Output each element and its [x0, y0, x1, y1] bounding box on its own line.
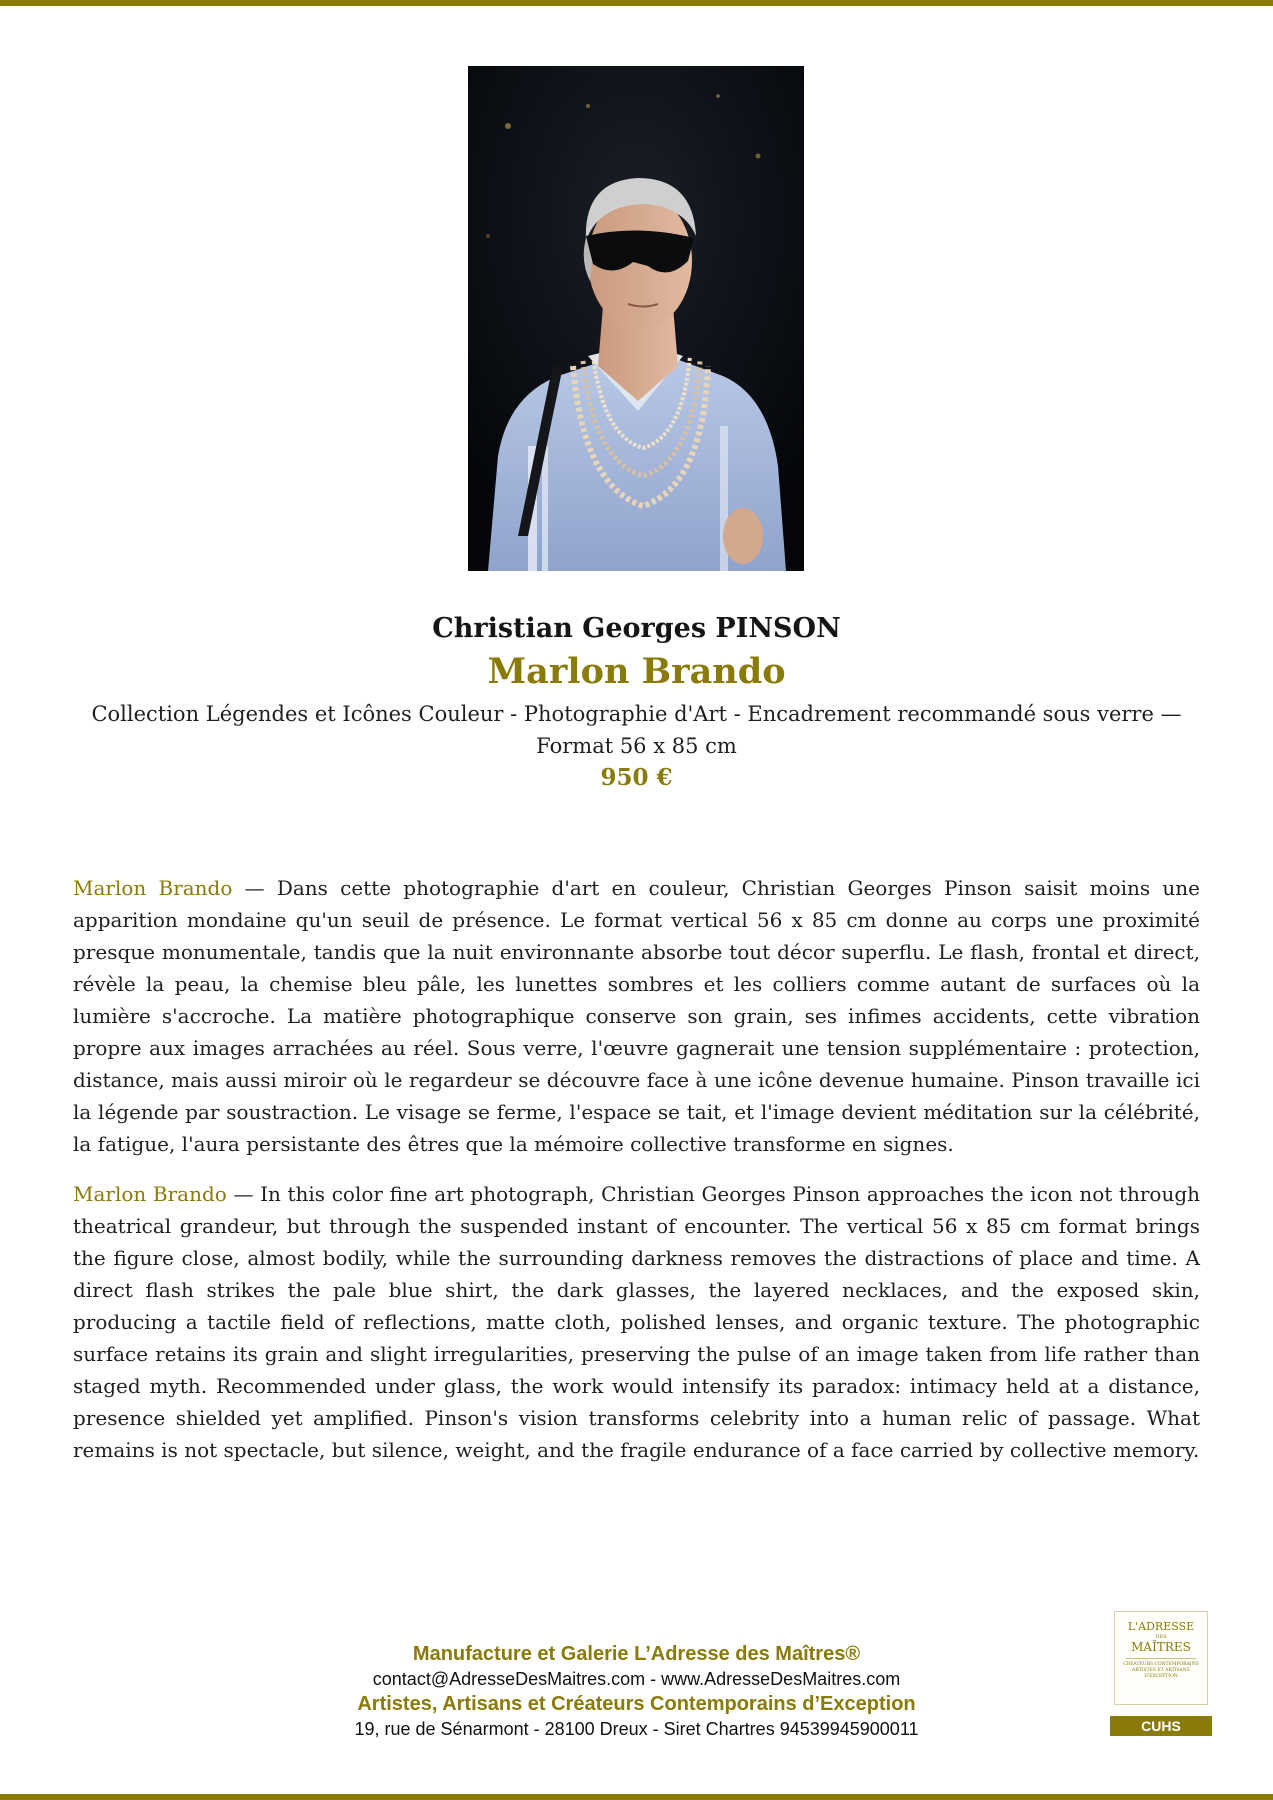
description-french-text: — Dans cette photographie d'art en couleur, Christian Georges Pinson saisit moins une apparition mondaine qu'un seuil de présence. Le format vertical 56 x 85 cm donne au corps une proximité presque monumentale, tandis que la nuit environnante absorbe tout décor superflu. Le flash, frontal et direct, révèle la peau, la chemise bleu pâle, les lunettes sombres et les colliers comme autant de surfaces où la lumière s'accroche. La matière photographique conserve son grain, ses infimes accidents, cette vibration propre aux images arrachées au réel. Sous verre, l'œuvre gagnerait une tension supplémentaire : protection, distance, mais aussi miroir où le regardeur se découvre face à une icône devenue humaine. Pinson travaille ici la légende par soustraction. Le visage se ferme, l'espace se tait, et l'image devient méditation sur la célébrité, la fatigue, l'aura persistante des êtres que la mémoire collective transforme en signes. — [73, 876, 1200, 1156]
gallery-name: Manufacture et Galerie L’Adresse des Maîtres® — [412, 1643, 861, 1665]
logo-line-3: MAÎTRES — [1131, 1640, 1191, 1654]
gallery-logo — [1114, 1611, 1208, 1705]
description-french — [73, 872, 1200, 1160]
footer — [0, 1641, 1273, 1741]
artwork-photo — [468, 66, 804, 571]
artwork-title: Marlon Brando — [487, 651, 786, 692]
cuhs-badge: CUHS — [1110, 1716, 1212, 1736]
logo-line-4: CRÉATEURS CONTEMPORAINS ARTISTES ET ARTISANS D'EXCEPTION — [1123, 1662, 1199, 1679]
artist-name: Christian Georges PINSON — [432, 613, 841, 644]
artwork-subtitle: Collection Légendes et Icônes Couleur - Photographie d'Art - Encadrement recommandé sous verre — Format 56 x 85 cm — [91, 702, 1182, 758]
description-french-lead: Marlon Brando — [73, 876, 233, 900]
gallery-contact: contact@AdresseDesMaitres.com - www.AdresseDesMaitres.com — [372, 1669, 901, 1689]
gallery-address: 19, rue de Sénarmont - 28100 Dreux - Siret Chartres 94539945900011 — [354, 1719, 919, 1739]
logo-divider — [1126, 1658, 1196, 1659]
description-english-text: — In this color fine art photograph, Christian Georges Pinson approaches the icon not through theatrical grandeur, but through the suspended instant of encounter. The vertical 56 x 85 cm format brings the figure close, almost bodily, while the surrounding darkness removes the distractions of place and time. A direct flash strikes the pale blue shirt, the dark glasses, the layered necklaces, and the exposed skin, producing a tactile field of reflections, matte cloth, polished lenses, and organic texture. The photographic surface retains its grain and slight irregularities, preserving the pulse of an image taken from life rather than staged myth. Recommended under glass, the work would intensify its paradox: intimacy held at a distance, presence shielded yet amplified. Pinson's vision transforms celebrity into a human relic of passage. What remains is not spectacle, but silence, weight, and the fragile endurance of a face carried by collective memory. — [73, 1182, 1201, 1462]
bottom-border — [0, 1794, 1273, 1800]
description-english-lead: Marlon Brando — [73, 1182, 227, 1206]
gallery-tagline: Artistes, Artisans et Créateurs Contemporains d’Exception — [357, 1693, 916, 1715]
description-english — [73, 1178, 1200, 1466]
logo-line-2: DES — [1155, 1634, 1167, 1640]
top-border — [0, 0, 1273, 6]
artwork-heading — [60, 612, 1213, 794]
logo-line-1: L'ADRESSE — [1127, 1620, 1195, 1633]
artwork-price: 950 € — [600, 764, 673, 791]
